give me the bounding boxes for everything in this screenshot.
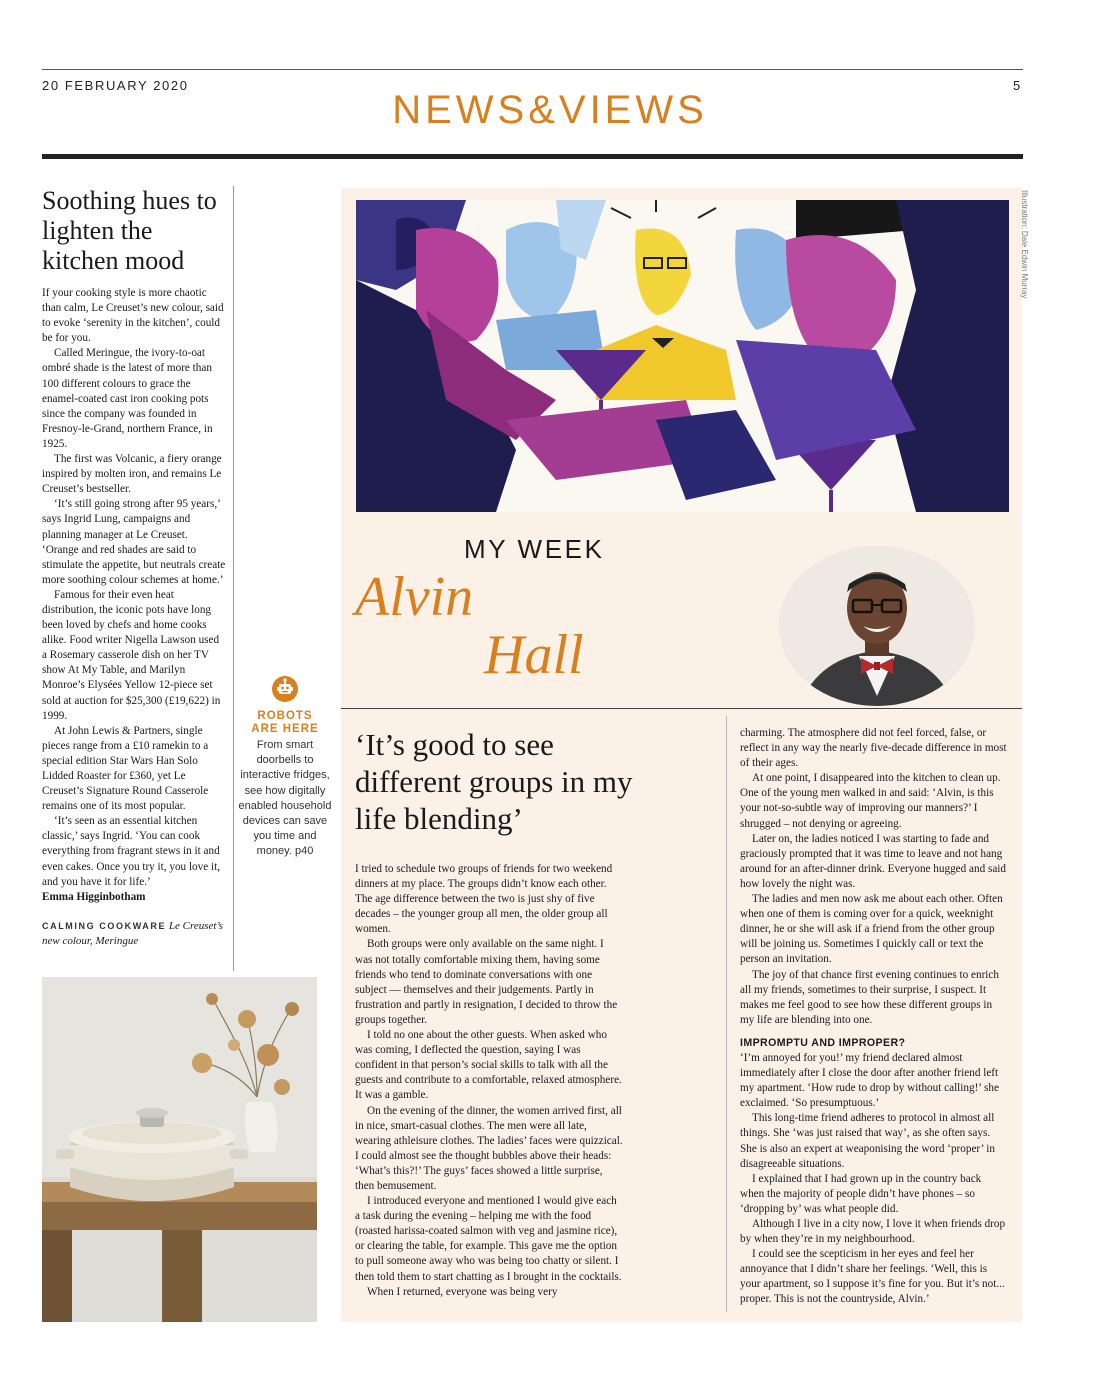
feature-column-right: [740, 726, 1008, 1308]
feature-paragraph: On the evening of the dinner, the women arrived first, all in nice, smart-casual clothes. The men were all late, wearing athleisure clothes. The ladies’ faces were quizzical. I could almost see the thought bubbles above their heads: ‘What’s this?!’ The guys’ faces showed a little surprise, then bemusement.: [355, 1104, 623, 1192]
feature-paragraph: I explained that I had grown up in the country back when the majority of people didn’t have phones – so ‘dropping by’ was what people did.: [740, 1172, 982, 1215]
left-article-paragraph: ‘It’s still going strong after 95 years,’ says Ingrid Lung, campaigns and planning manager at Le Creuset. ‘Orange and red shades are said to stimulate the appetite, but neutrals create more soothing colour schemes at home.’: [42, 498, 226, 586]
feature-subheading: IMPROMPTU AND IMPROPER?: [740, 1036, 906, 1049]
portrait-art: [779, 546, 975, 706]
feature-paragraph: Both groups were only available on the same night. I was not totally comfortable mixing them, having some friends who tend to dominate conversations with one subject — themselves and their judgements. Partly in frustration and partly in resignation, I decided to throw the groups together.: [355, 938, 618, 1026]
columnist-first-name: Alvin: [355, 566, 474, 628]
left-article-paragraph: The first was Volcanic, a fiery orange inspired by molten iron, and remains Le Creuset’s bestseller.: [42, 453, 222, 496]
robots-teaser[interactable]: [238, 676, 332, 860]
party-illustration: [356, 200, 1009, 512]
feature-paragraph: When I returned, everyone was being very: [367, 1285, 558, 1298]
feature-paragraph: Although I live in a city now, I love it when friends drop by when they’re in my neighbourhood.: [740, 1218, 1006, 1246]
illustration-credit: [1018, 190, 1030, 310]
feature-paragraph: The joy of that chance first evening continues to enrich all my friends, sometimes to their surprise, I suspect. It makes me feel good to see how these different groups in my life are blending into one.: [740, 968, 999, 1026]
feature-paragraph: At one point, I disappeared into the kitchen to clean up. One of the young men walked in and said: ‘Alvin, is this your not-so-subtle way of improving our manners?’ I shrugged – not denying or agreeing.: [740, 772, 1001, 830]
teaser-text: From smart doorbells to interactive fridges, see how digitally enabled household devices can save you time and money. p40: [238, 739, 332, 858]
caption-label: CALMING COOKWARE: [42, 920, 167, 931]
left-article-paragraph: At John Lewis & Partners, single pieces range from a £10 ramekin to a special edition Star Wars Han Solo Lidded Roaster for £360, yet Le Creuset’s Signature Round Casserole remains one of its most popular.: [42, 724, 209, 813]
illustration-credit-text: Illustration: Dale Edwin Murray: [1020, 190, 1029, 299]
panel-divider: [341, 708, 1022, 709]
feature-paragraph: The ladies and men now ask me about each other. Often when one of them is coming over for a quick, weeknight dinner, he or she will ask if a friend from the other group will be joining us. Sometimes I quickly call or text the person an invitation.: [740, 893, 1003, 966]
teaser-heading-line1: ROBOTS: [257, 710, 313, 722]
feature-paragraph: I tried to schedule two groups of friends for two weekend dinners at my place. The groups didn’t know each other. The age difference between the two is just shy of five decades – the younger group all men, the older group all women.: [355, 863, 613, 936]
teaser-heading: [238, 710, 332, 736]
column-divider: [726, 716, 727, 1312]
left-article-paragraph: Called Meringue, the ivory-to-oat ombré shade is the latest of more than 100 different colours to grace the enamel-coated cast iron cooking pots since the company was founded in Fresnoy-le-Grand, northern France, in 1925.: [42, 347, 213, 450]
left-article-paragraph: Famous for their even heat distribution, the iconic pots have long been loved by chefs and home cooks alike. Food writer Nigella Lawson used a Rosemary casserole dish on her TV show At My Table, and Marilyn Monroe’s Elysées Yellow 12-piece set sold at auction for $25,300 (£19,622) in 1999.: [42, 588, 221, 722]
feature-column-middle: [355, 862, 623, 1300]
left-article: [42, 186, 226, 949]
robot-icon: [272, 676, 298, 702]
left-article-headline: Soothing hues to lighten the kitchen mood: [42, 186, 217, 275]
feature-paragraph: charming. The atmosphere did not feel forced, false, or reflect in any way the nearly five-decade difference in most of their ages.: [740, 727, 1007, 770]
feature-paragraph: I introduced everyone and mentioned I would give each a task during the evening – helping me with the food (roasted harissa-coated salmon with veg and jasmine rice), or clearing the table, for example. This gave me the option to pull someone away who was being too chatty or silent. I then told them to start chatting as I brought in the cocktails.: [355, 1195, 622, 1283]
feature-paragraph: I could see the scepticism in her eyes and feel her annoyance that I didn’t share her feelings. ‘Well, this is your apartment, so I suppose it’s fine for you. But it’s not... proper. This is not the countryside, Alvin.’: [740, 1248, 1005, 1306]
page-number: 5: [1013, 78, 1021, 93]
header-top-rule: [42, 69, 1023, 70]
party-illustration-art: [356, 200, 1009, 512]
feature-paragraph: This long-time friend adheres to protocol in almost all things. She ‘was just raised that way’, as she often says. She is also an expert at weaponising the word ‘proper’ in disagreeable situations.: [740, 1112, 995, 1170]
pull-quote: ‘It’s good to see different groups in my life blending’: [355, 727, 633, 836]
casserole-photo: [42, 977, 317, 1322]
issue-date: 20 FEBRUARY 2020: [42, 78, 189, 93]
casserole-illustration: [42, 977, 317, 1322]
left-article-paragraph: If your cooking style is more chaotic than calm, Le Creuset’s new colour, said to evoke ‘serenity in the kitchen’, could be for you.: [42, 287, 224, 345]
column-label: MY WEEK: [464, 534, 605, 564]
columnist-portrait: [779, 546, 975, 706]
left-article-byline: Emma Higginbotham: [42, 890, 146, 903]
robot-icon-glyph: [272, 676, 298, 702]
section-masthead: NEWS&VIEWS: [392, 88, 708, 132]
column-divider: [233, 186, 234, 971]
photo-caption: [42, 919, 226, 949]
left-article-paragraph: ‘It’s seen as an essential kitchen classic,’ says Ingrid. ‘You can cook everything from fragrant stews in it and even cakes. Once you try it, you love it, and you have it for life.’: [42, 815, 221, 888]
columnist-last-name: Hall: [484, 624, 584, 686]
feature-paragraph: Later on, the ladies noticed I was starting to fade and graciously prompted that it was time to leave and not hang around for an after-dinner drink. Everyone hugged and said how lovely the night was.: [740, 832, 1007, 890]
feature-paragraph: ‘I’m annoyed for you!’ my friend declared almost immediately after I close the door after another friend left my apartment. ‘How rude to drop by without calling!’ she exclaimed. ‘So presumptuous.’: [740, 1051, 999, 1110]
caption-text: Le Creuset’s new colour, Meringue: [42, 919, 223, 947]
teaser-heading-line2: ARE HERE: [251, 723, 319, 735]
header-thick-rule: [42, 154, 1023, 159]
feature-paragraph: I told no one about the other guests. When asked who was coming, I deflected the question, saying I was confident in that person’s social skills to talk with all the guests and contribute to a comfortable, relaxed atmosphere. It was a gamble.: [355, 1029, 622, 1102]
